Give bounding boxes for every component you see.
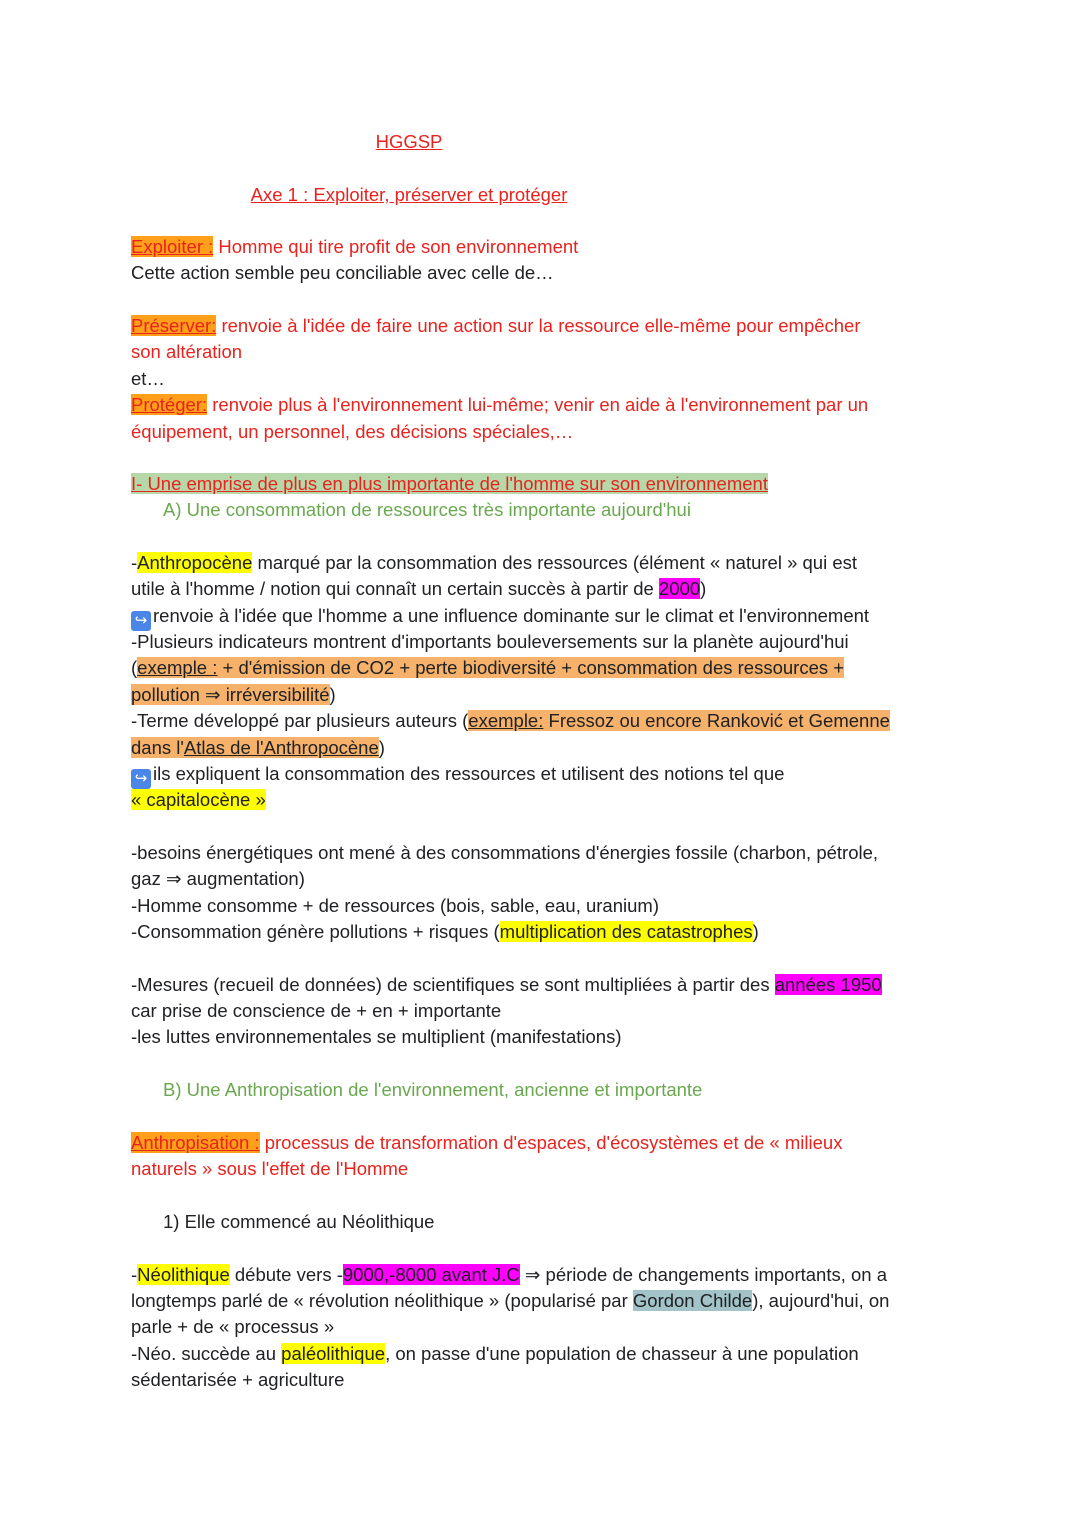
def-preserver-cont: son altération [131,341,243,362]
paragraph-line: dans l'Atlas de l'Anthropocène) [131,737,385,758]
paragraph-line: gaz ⇒ augmentation) [131,868,305,889]
exploiter-note: Cette action semble peu conciliable avec celle de… [131,262,554,283]
paragraph-line: -Consommation génère pollutions + risques (multiplication des catastrophes) [131,921,759,942]
def-anthropisation: Anthropisation : processus de transformation d'espaces, d'écosystèmes et de « milieux [131,1132,843,1153]
term-exploiter: Exploiter : [131,236,214,257]
page-title: HGGSP [375,131,443,152]
paragraph-line: -Terme développé par plusieurs auteurs (exemple: Fressoz ou encore Ranković et Gemenne [131,710,890,731]
subheading-1: 1) Elle commencé au Néolithique [163,1211,435,1232]
highlight-2000: 2000 [659,578,701,599]
paragraph-line: sédentarisée + agriculture [131,1369,345,1390]
def-exploiter: Exploiter : Homme qui tire profit de son environnement [131,236,579,257]
paragraph-line: longtemps parlé de « révolution néolithique » (popularisé par Gordon Childe), aujourd'hui, on [131,1290,890,1311]
paragraph-line: parle + de « processus » [131,1316,335,1337]
term-preserver: Préserver: [131,315,217,336]
paragraph-line: -les luttes environnementales se multiplient (manifestations) [131,1026,622,1047]
paragraph-line: ↪ ils expliquent la consommation des ressources et utilisent des notions tel que [131,761,784,789]
paragraph-line: -Anthropocène marqué par la consommation des ressources (élément « naturel » qui est [131,552,858,573]
paragraph-line: -Mesures (recueil de données) de scientifiques se sont multipliées à partir des années 1950 [131,974,882,995]
et-text: et… [131,368,165,389]
paragraph-line: car prise de conscience de + en + importante [131,1000,502,1021]
return-arrow-icon: ↪ [131,769,151,789]
highlight-anthropocene: Anthropocène [137,552,253,573]
def-proteger: Protéger: renvoie plus à l'environnement lui-même; venir en aide à l'environnement par un [131,394,869,415]
paragraph-line: (exemple : + d'émission de CO2 + perte biodiversité + consommation des ressources + [131,657,845,678]
def-preserver: Préserver: renvoie à l'idée de faire une action sur la ressource elle-même pour empêcher [131,315,861,336]
return-arrow-icon: ↪ [131,611,151,631]
subheading-b: B) Une Anthropisation de l'environnement, ancienne et importante [163,1079,703,1100]
paragraph-line: -Néolithique débute vers -9000,-8000 avant J.C ⇒ période de changements importants, on a [131,1264,887,1285]
term-anthropisation: Anthropisation : [131,1132,260,1153]
term-proteger: Protéger: [131,394,208,415]
paragraph-line: -besoins énergétiques ont mené à des consommations d'énergies fossile (charbon, pétrole, [131,842,879,863]
axe-title: Axe 1 : Exploiter, préserver et protéger [250,184,568,205]
paragraph-line: ↪ renvoie à l'idée que l'homme a une influence dominante sur le climat et l'environnement [131,603,869,631]
subheading-a: A) Une consommation de ressources très importante aujourd'hui [163,499,691,520]
paragraph-line: -Homme consomme + de ressources (bois, sable, eau, uranium) [131,895,659,916]
def-anthropisation-cont: naturels » sous l'effet de l'Homme [131,1158,409,1179]
highlight-capitalocene: « capitalocène » [131,789,266,810]
paragraph-line: utile à l'homme / notion qui connaît un certain succès à partir de 2000) [131,578,707,599]
section-title: I- Une emprise de plus en plus importante de l'homme sur son environnement [131,473,768,494]
paragraph-line [131,787,266,813]
paragraph-line: -Néo. succède au paléolithique, on passe d'une population de chasseur à une population [131,1343,859,1364]
paragraph-line: pollution ⇒ irréversibilité) [131,684,336,705]
paragraph-line: -Plusieurs indicateurs montrent d'importants bouleversements sur la planète aujourd'hui [131,631,849,652]
def-proteger-cont: équipement, un personnel, des décisions spéciales,… [131,421,574,442]
